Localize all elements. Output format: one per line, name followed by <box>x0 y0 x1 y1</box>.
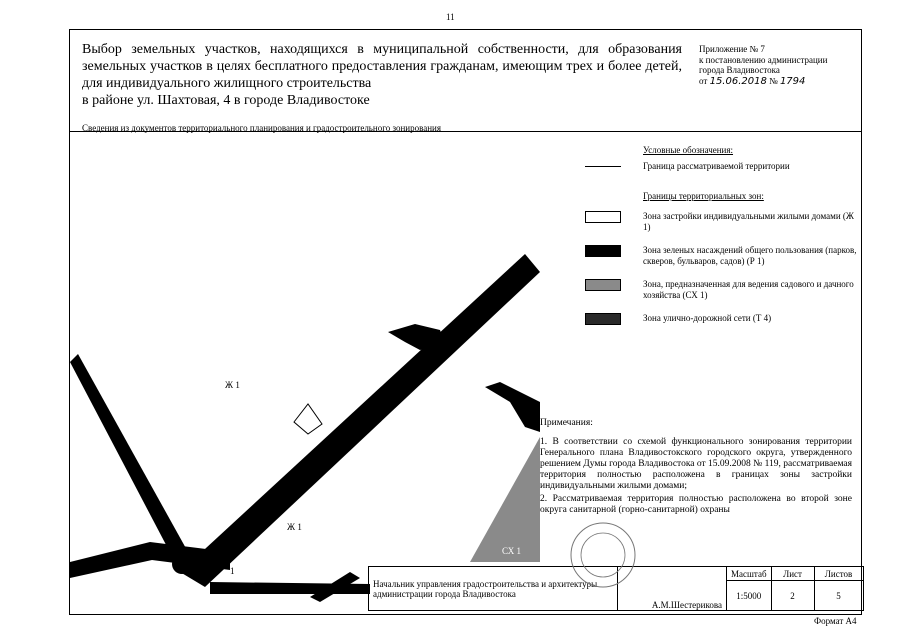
notes-block <box>540 418 852 518</box>
t4-swatch-icon <box>585 313 621 325</box>
sheets-label: Листов <box>814 567 863 581</box>
legend-zones-title: Границы территориальных зон: <box>643 191 764 201</box>
appendix-date-line <box>699 76 859 88</box>
page-title <box>82 41 682 109</box>
seal-stamp-icon <box>568 520 638 590</box>
date-prefix: от <box>699 75 708 86</box>
zoning-map <box>70 132 860 602</box>
note-1: 1. В соответствии со схемой функционального зонирования территории Генерального плана Владивостокского городского округа, утвержденного решением Думы города Владивостока от 15.09.2008 № 119, рассматриваемая территория полностью расположена в границах зоны застройки индивидуальными жилыми домами; <box>540 437 852 491</box>
scale-label: Масштаб <box>727 567 772 581</box>
section-label: Сведения из документов территориального планирования и градостроительного зонирования <box>82 123 441 133</box>
appendix-line3: города Владивостока <box>699 65 780 75</box>
legend-item-label: Зона застройки индивидуальными жилыми домами (Ж 1) <box>643 211 854 232</box>
stamp-signatory: А.М.Шестерикова <box>618 567 727 611</box>
title-text: Выбор земельных участков, находящихся в муниципальной собственности, для образования земельных участков в целях бесплатного предоставления гражданам, имеющим трех и более детей, для индивидуального жилищного строительства <box>82 42 682 91</box>
appendix-block <box>699 44 859 87</box>
map-label-sx1: СХ 1 <box>502 546 522 556</box>
notes-title: Примечания: <box>540 418 593 428</box>
map-label-zh1-top: Ж 1 <box>225 380 240 390</box>
map-label-r1: Р1 <box>335 582 345 592</box>
number-prefix: № <box>769 75 778 86</box>
sheets-value: 5 <box>814 581 863 611</box>
scale-value: 1:5000 <box>727 581 772 611</box>
legend-title: Условные обозначения: <box>643 145 734 155</box>
map-left-road <box>70 354 188 560</box>
legend-boundary-text: Граница рассматриваемой территории <box>643 161 790 171</box>
sheet-value: 2 <box>771 581 814 611</box>
page-number: 11 <box>446 12 455 22</box>
title-location: в районе ул. Шахтовая, 4 в городе Владивостоке <box>82 93 370 108</box>
sheet-label: Лист <box>771 567 814 581</box>
boundary-line-icon <box>585 166 621 167</box>
legend-item-label: Зона, предназначенная для ведения садового и дачного хозяйства (СХ 1) <box>643 279 854 300</box>
map-label-t1: 1 <box>230 566 235 576</box>
legend-item-label: Зона зеленых насаждений общего пользования (парков, скверов, бульваров, садов) (Р 1) <box>643 245 857 266</box>
map-junction <box>172 554 192 574</box>
map-right-road <box>485 382 540 432</box>
map-territory-boundary <box>294 404 322 434</box>
map-label-zh1-bottom: Ж 1 <box>287 522 302 532</box>
appendix-line1: Приложение № 7 <box>699 44 765 54</box>
legend-item-label: Зона улично-дорожной сети (Т 4) <box>643 313 772 323</box>
r1-swatch-icon <box>585 245 621 257</box>
stamp-position-text: Начальник управления градостроительства и архитектуры администрации города Владивостока <box>373 578 598 599</box>
sx1-swatch-icon <box>585 279 621 291</box>
format-label: Формат А4 <box>814 616 857 626</box>
note-2: 2. Рассматриваемая территория полностью расположена во второй зоне округа санитарной (горно-санитарной) охраны <box>540 494 852 515</box>
map-sx1-zone <box>470 437 540 562</box>
zh1-swatch-icon <box>585 211 621 223</box>
appendix-line2: к постановлению администрации <box>699 54 828 65</box>
appendix-date: 15.06.2018 <box>709 75 767 87</box>
appendix-number: 1794 <box>779 75 806 87</box>
